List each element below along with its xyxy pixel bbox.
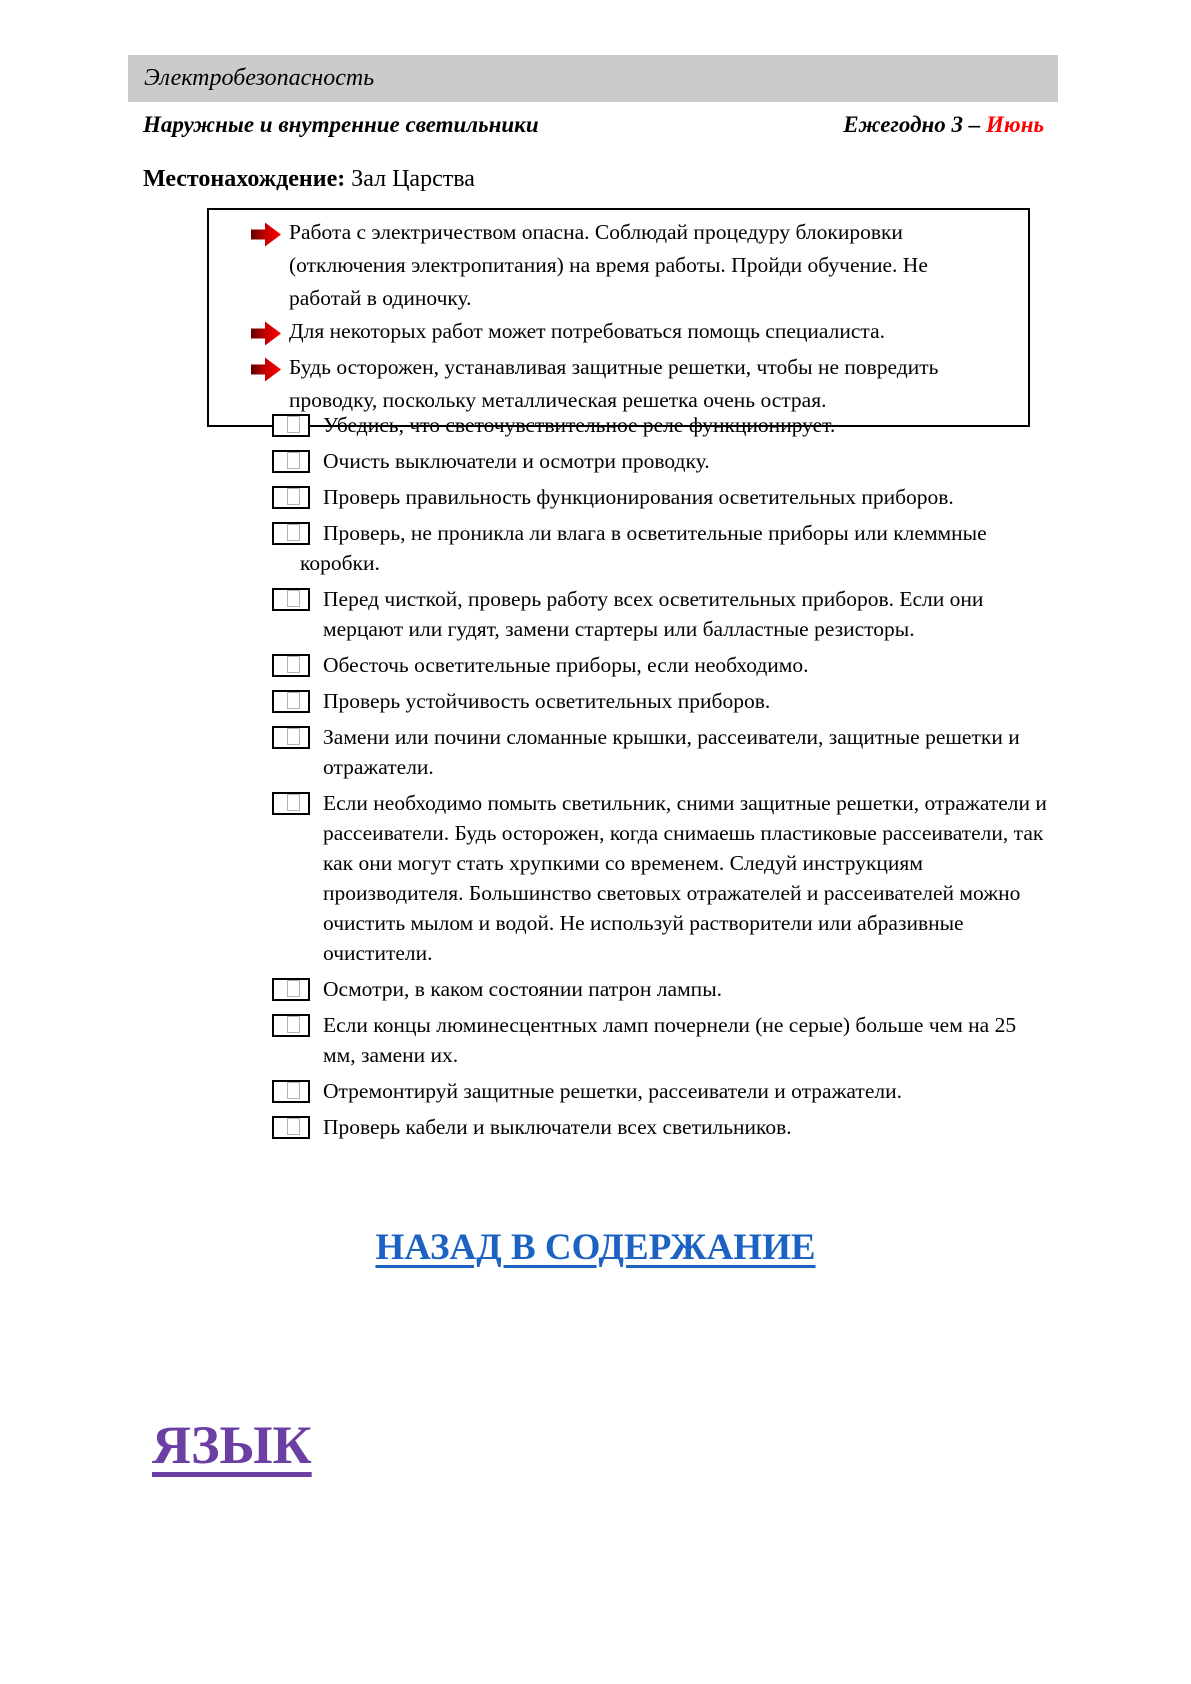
checkbox[interactable]	[272, 1116, 310, 1139]
checklist-item-text: Проверь устойчивость осветительных приборов.	[323, 689, 771, 713]
checklist-item-text: Проверь, не проникла ли влага в осветительные приборы или клеммные коробки.	[300, 521, 987, 575]
checklist-item-text: Обесточь осветительные приборы, если необходимо.	[323, 653, 809, 677]
checklist-item-text: Осмотри, в каком состоянии патрон лампы.	[323, 977, 723, 1001]
subtitle-row	[143, 112, 1044, 138]
warning-text: Для некоторых работ может потребоваться помощь специалиста.	[289, 319, 885, 343]
checklist-item	[272, 410, 1047, 440]
location-line	[143, 166, 475, 193]
red-arrow-icon	[251, 357, 281, 387]
checkbox-glyph	[287, 980, 300, 997]
checklist-item-text: Очисть выключатели и осмотри проводку.	[323, 449, 710, 473]
checklist-item	[272, 686, 1047, 716]
checklist-item-text: Если концы люминесцентных ламп почернели (не серые) больше чем на 25 мм, замени их.	[323, 1013, 1017, 1067]
checkbox[interactable]	[272, 726, 310, 749]
schedule-month: Июнь	[986, 112, 1044, 137]
checkbox[interactable]	[272, 1080, 310, 1103]
checkbox[interactable]	[272, 450, 310, 473]
checkbox[interactable]	[272, 414, 310, 437]
checkbox[interactable]	[272, 588, 310, 611]
maintenance-checklist	[272, 410, 1047, 1148]
language-link[interactable]: ЯЗЫК	[152, 1415, 312, 1475]
language-link-container	[152, 1414, 312, 1476]
checklist-item	[272, 1112, 1047, 1142]
checkbox[interactable]	[272, 792, 310, 815]
checklist-item	[272, 1076, 1047, 1106]
checklist-item-text: Замени или почини сломанные крышки, рассеиватели, защитные решетки и отражатели.	[323, 725, 1020, 779]
checkbox-glyph	[287, 1118, 300, 1135]
section-title: Электробезопасность	[144, 65, 375, 91]
warning-item	[251, 351, 1018, 417]
checklist-item	[272, 446, 1047, 476]
schedule-label	[843, 112, 1044, 138]
back-to-contents-container	[0, 1226, 1191, 1269]
checkbox-glyph	[287, 416, 300, 433]
checklist-item-text: Отремонтируй защитные решетки, рассеиватели и отражатели.	[323, 1079, 902, 1103]
warning-box	[207, 208, 1030, 427]
checklist-item	[272, 584, 1047, 644]
checklist-item	[272, 518, 1047, 578]
checkbox-glyph	[287, 524, 300, 541]
checkbox-glyph	[287, 590, 300, 607]
warning-item	[251, 315, 1018, 351]
checklist-item-text: Если необходимо помыть светильник, сними защитные решетки, отражатели и рассеиватели. Будь осторожен, когда снимаешь пластиковые рассеиватели, так как они могут стать хрупкими со временем. Следуй инструкциям производителя. Большинство световых отражателей и рассеивателей можно очистить мылом и водой. Не используй растворители или абразивные очистители.	[323, 791, 1047, 965]
section-header-bar	[128, 55, 1058, 102]
checklist-item-text: Проверь правильность функционирования осветительных приборов.	[323, 485, 954, 509]
location-label: Местонахождение:	[143, 166, 346, 192]
location-value: Зал Царства	[345, 166, 475, 192]
warning-text: Будь осторожен, устанавливая защитные решетки, чтобы не повредить проводку, поскольку металлическая решетка очень острая.	[289, 355, 939, 412]
checkbox[interactable]	[272, 486, 310, 509]
checkbox[interactable]	[272, 690, 310, 713]
red-arrow-icon	[251, 222, 281, 252]
checkbox-glyph	[287, 728, 300, 745]
checklist-item	[272, 722, 1047, 782]
warning-text: Работа с электричеством опасна. Соблюдай процедуру блокировки (отключения электропитания) на время работы. Пройди обучение. Не работай в одиночку.	[289, 220, 928, 310]
checkbox[interactable]	[272, 978, 310, 1001]
checklist-item-text: Убедись, что светочувствительное реле функционирует.	[323, 413, 836, 437]
page-subtitle: Наружные и внутренние светильники	[143, 112, 539, 137]
checkbox-glyph	[287, 794, 300, 811]
checklist-item-text: Перед чисткой, проверь работу всех осветительных приборов. Если они мерцают или гудят, замени стартеры или балластные резисторы.	[323, 587, 984, 641]
checklist-item-text: Проверь кабели и выключатели всех светильников.	[323, 1115, 792, 1139]
checklist-item	[272, 650, 1047, 680]
checkbox-glyph	[287, 656, 300, 673]
checklist-item	[272, 1010, 1047, 1070]
checkbox-glyph	[287, 1016, 300, 1033]
warning-item	[251, 216, 1018, 315]
red-arrow-icon	[251, 321, 281, 351]
checklist-item	[272, 482, 1047, 512]
schedule-frequency: Ежегодно 3 –	[843, 112, 987, 137]
checklist-item	[272, 788, 1047, 968]
checkbox-glyph	[287, 452, 300, 469]
checklist-item	[272, 974, 1047, 1004]
checkbox-glyph	[287, 692, 300, 709]
checkbox[interactable]	[272, 654, 310, 677]
checkbox[interactable]	[272, 1014, 310, 1037]
back-to-contents-link[interactable]: НАЗАД В СОДЕРЖАНИЕ	[375, 1227, 816, 1268]
checkbox-glyph	[287, 1082, 300, 1099]
checkbox-glyph	[287, 488, 300, 505]
